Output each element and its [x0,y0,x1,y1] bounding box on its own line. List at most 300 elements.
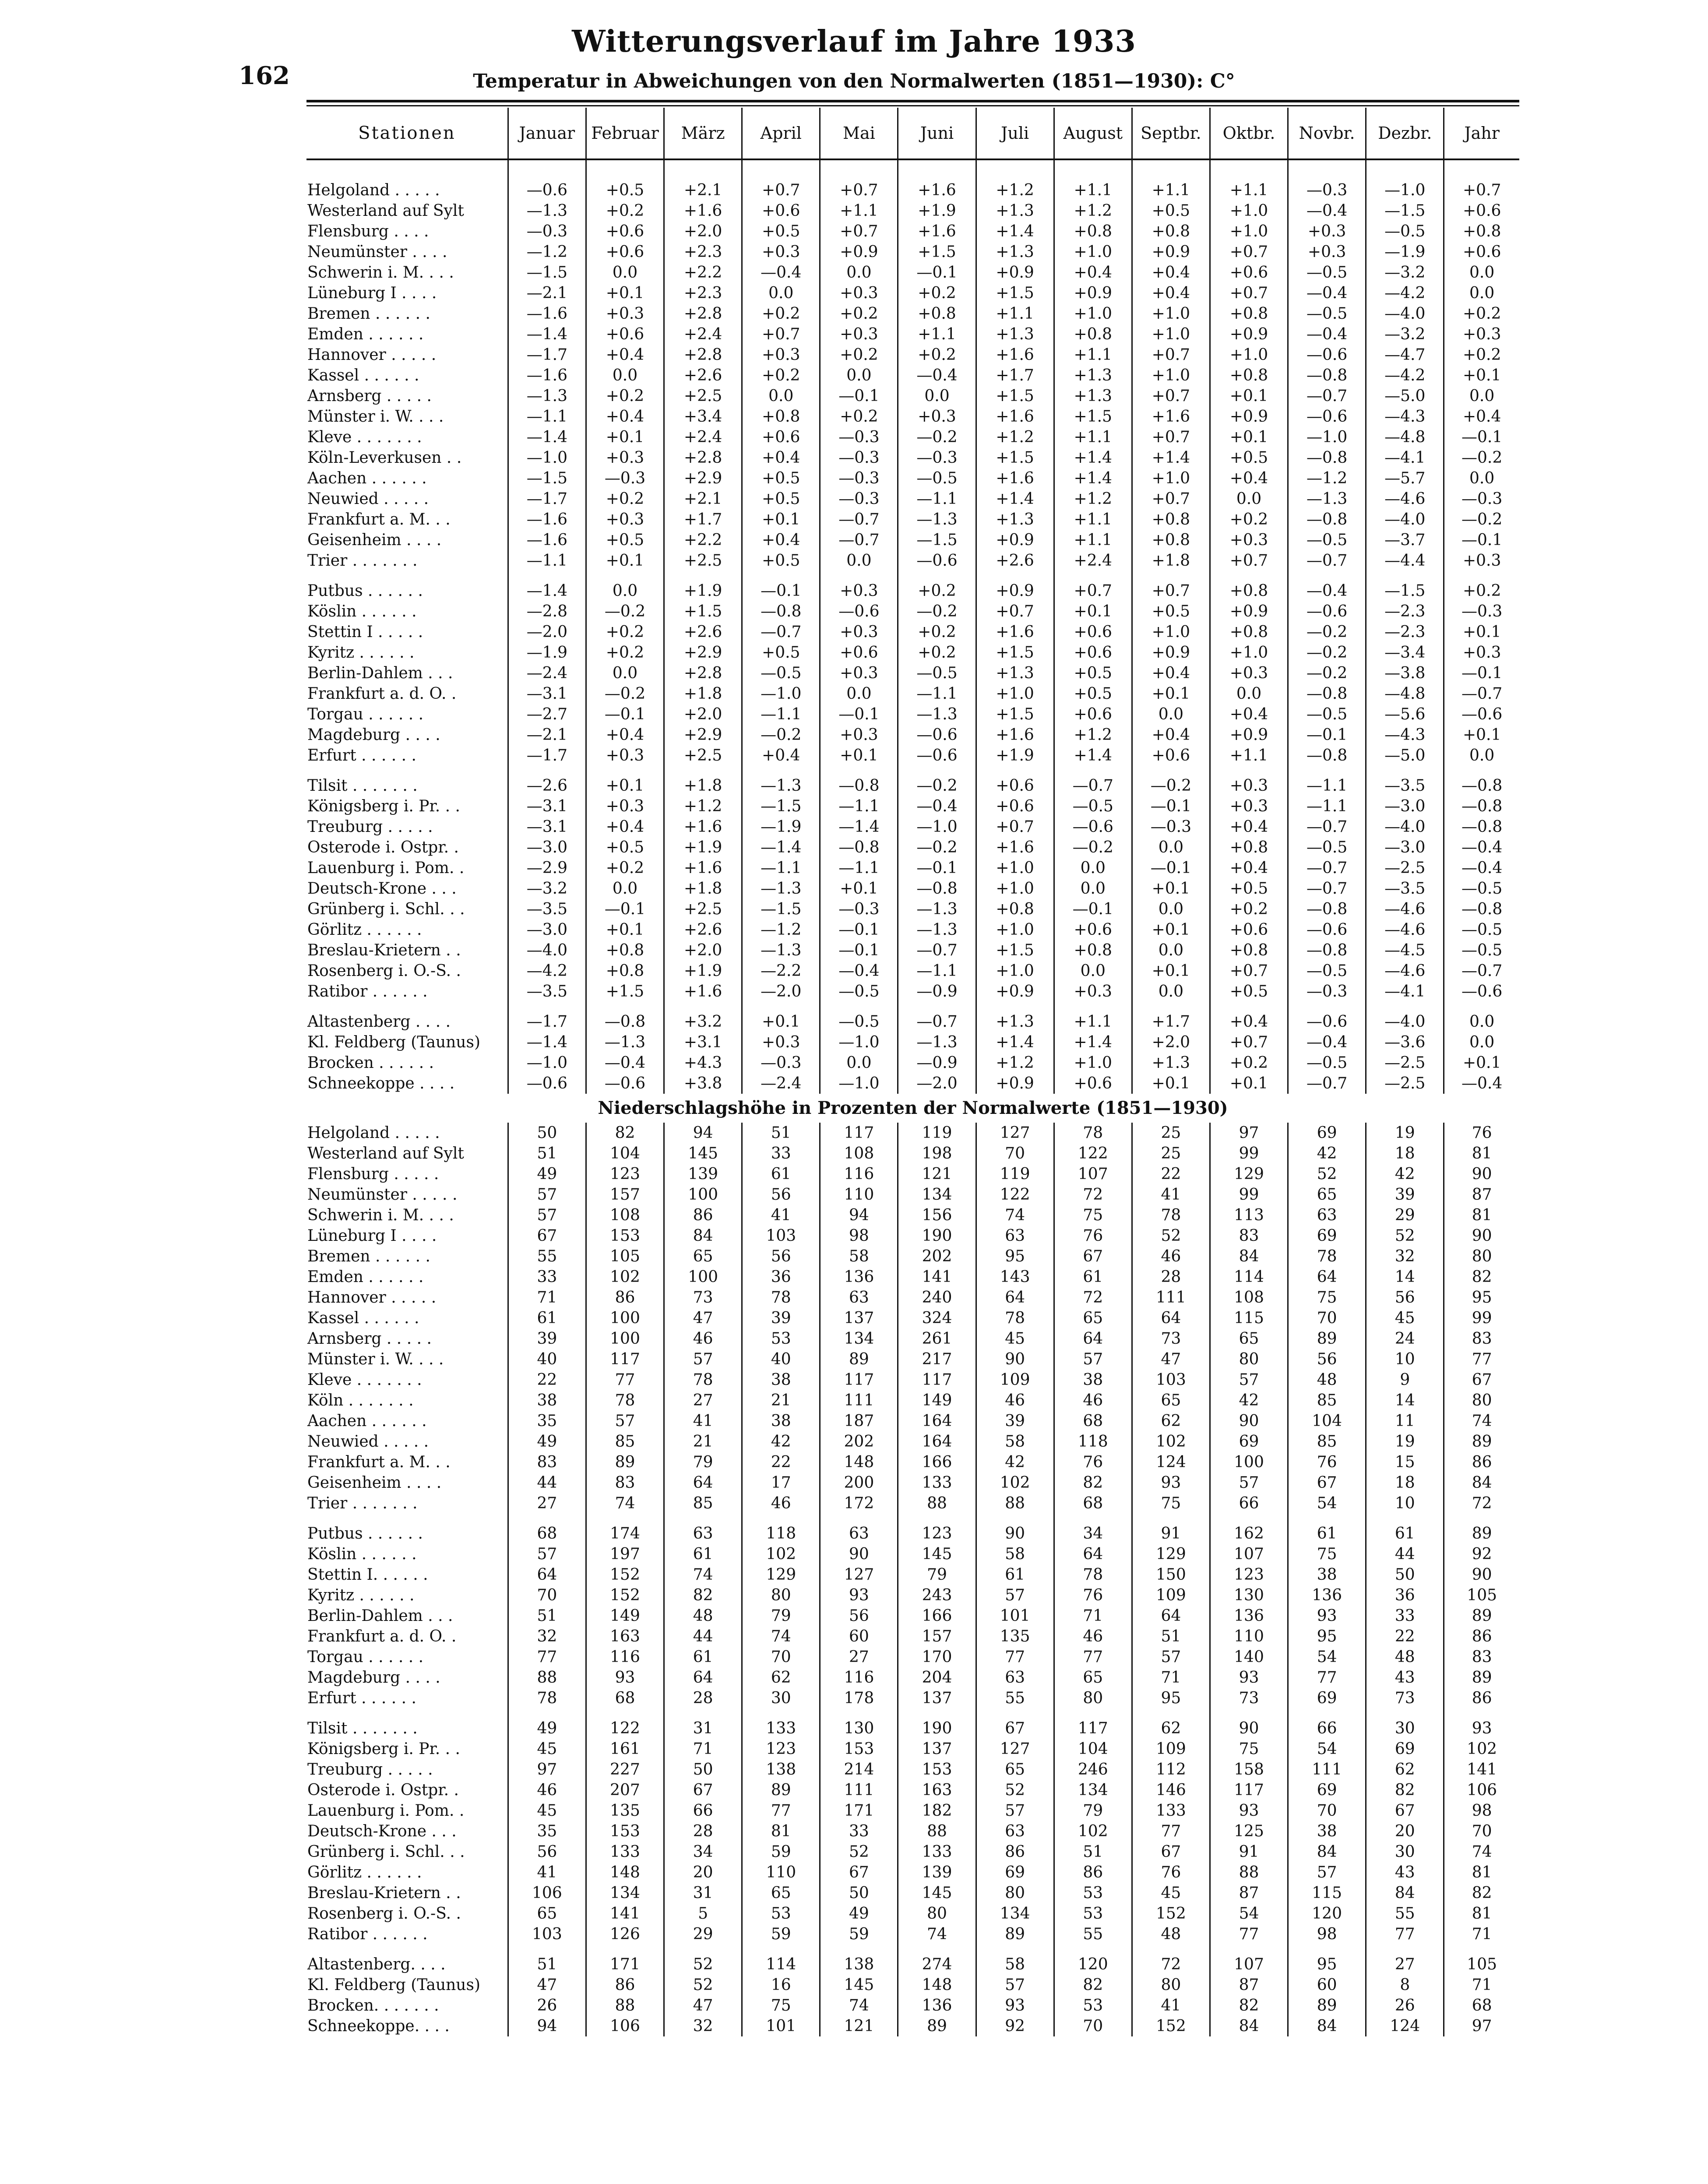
temperature-value: 0.0 [1444,745,1519,766]
temperature-value: +1.5 [1054,406,1132,427]
station-name: Neuwied . . . . . [307,1433,429,1451]
precipitation-value: 66 [1288,1718,1366,1739]
temperature-value: +1.1 [1054,1011,1132,1032]
temperature-value: —0.8 [1288,509,1366,530]
temperature-value: —0.7 [1288,858,1366,878]
temperature-value: —0.2 [898,837,976,858]
precipitation-value: 61 [1054,1267,1132,1287]
precipitation-value: 89 [820,1349,898,1370]
precipitation-value: 162 [1210,1523,1288,1544]
precipitation-value: 38 [1288,1821,1366,1842]
temperature-value: +0.3 [1210,663,1288,683]
precipitation-value: 74 [586,1493,664,1514]
temperature-value: +0.6 [1054,919,1132,940]
station-name: Brocken . . . . . . [307,1054,434,1072]
precipitation-value: 104 [1288,1411,1366,1431]
temperature-value: +0.3 [586,447,664,468]
precipitation-value: 76 [1288,1452,1366,1472]
temperature-value: —0.4 [1288,581,1366,601]
temperature-value: +1.0 [1054,1053,1132,1073]
temperature-value: —0.3 [1288,981,1366,1002]
temperature-value: —4.2 [1366,283,1444,303]
temperature-value: +1.4 [1054,447,1132,468]
temperature-value: +1.0 [1132,622,1210,642]
precipitation-value: 141 [1444,1759,1519,1780]
temperature-value: +2.2 [664,530,742,550]
temperature-value: —0.4 [1444,1073,1519,1094]
temperature-value: —0.7 [1054,775,1132,796]
precipitation-value: 153 [820,1739,898,1759]
station-name: Schneekoppe . . . . [307,1074,455,1092]
column-header-month: Juni [898,108,976,159]
station-name: Emden . . . . . . [307,325,424,343]
precipitation-value: 111 [820,1780,898,1800]
precipitation-value: 64 [1132,1308,1210,1328]
temperature-value: +1.0 [1054,242,1132,262]
temperature-value: +1.9 [976,745,1054,766]
temperature-value: —0.1 [1444,663,1519,683]
precipitation-value: 75 [1288,1287,1366,1308]
precipitation-row [306,1883,1519,1903]
precipitation-value: 10 [1366,1493,1444,1514]
precipitation-value: 31 [664,1718,742,1739]
precipitation-value: 214 [820,1759,898,1780]
temperature-value: —1.7 [508,1011,586,1032]
precipitation-value: 20 [664,1862,742,1883]
temperature-value: +0.1 [1444,622,1519,642]
precipitation-value: 67 [1054,1246,1132,1267]
temperature-value: +1.8 [664,683,742,704]
precipitation-value: 9 [1366,1370,1444,1390]
precipitation-value: 46 [508,1780,586,1800]
temperature-value: —0.1 [898,858,976,878]
station-name: Kyritz . . . . . . [307,1586,415,1604]
temperature-value: —4.1 [1366,447,1444,468]
precipitation-value: 86 [586,1975,664,1995]
temperature-value: —1.1 [1288,796,1366,817]
group-spacer [306,571,1519,581]
temperature-value: +0.5 [1132,201,1210,221]
precipitation-value: 70 [976,1143,1054,1164]
precipitation-value: 57 [1210,1472,1288,1493]
temperature-value: —1.6 [508,530,586,550]
precipitation-value: 68 [586,1688,664,1708]
precipitation-value: 57 [508,1184,586,1205]
precipitation-row [306,1667,1519,1688]
precipitation-value: 14 [1366,1267,1444,1287]
precipitation-value: 38 [508,1390,586,1411]
precipitation-value: 116 [586,1647,664,1667]
temperature-value: +0.5 [1132,601,1210,622]
precipitation-value: 103 [508,1924,586,1944]
precipitation-row [306,1688,1519,1708]
precipitation-value: 59 [742,1924,820,1944]
precipitation-value: 75 [1054,1205,1132,1226]
precipitation-value: 22 [742,1452,820,1472]
temperature-value: +0.8 [586,940,664,961]
precipitation-value: 77 [976,1647,1054,1667]
temperature-value: +0.5 [1054,663,1132,683]
temperature-value: +1.5 [976,283,1054,303]
precipitation-value: 17 [742,1472,820,1493]
precipitation-value: 95 [1288,1626,1366,1647]
temperature-value: +2.3 [664,242,742,262]
temperature-value: +0.5 [742,550,820,571]
temperature-row [306,981,1519,1002]
temperature-value: —0.2 [898,427,976,447]
precipitation-value: 117 [820,1123,898,1143]
precipitation-value: 38 [1054,1370,1132,1390]
precipitation-value: 88 [898,1821,976,1842]
precipitation-value: 102 [1444,1739,1519,1759]
temperature-value: —0.2 [742,725,820,745]
precipitation-value: 145 [898,1544,976,1564]
temperature-value: +0.1 [1054,601,1132,622]
precipitation-value: 58 [976,1431,1054,1452]
temperature-value: +0.6 [1054,1073,1132,1094]
precipitation-value: 49 [508,1431,586,1452]
temperature-value: +1.7 [1132,1011,1210,1032]
precipitation-row [306,1924,1519,1944]
precipitation-value: 51 [1132,1626,1210,1647]
temperature-row [306,509,1519,530]
temperature-value: —0.6 [1288,1011,1366,1032]
temperature-value: +0.3 [586,796,664,817]
precipitation-row [306,1328,1519,1349]
temperature-value: —3.2 [508,878,586,899]
temperature-value: +1.2 [1054,725,1132,745]
temperature-value: —0.4 [1444,858,1519,878]
precipitation-value: 89 [1288,1328,1366,1349]
temperature-row [306,324,1519,345]
precipitation-value: 246 [1054,1759,1132,1780]
temperature-value: —1.1 [898,961,976,981]
precipitation-value: 90 [1210,1411,1288,1431]
precipitation-value: 129 [1132,1544,1210,1564]
precipitation-value: 42 [1210,1390,1288,1411]
precipitation-value: 102 [586,1267,664,1287]
precipitation-value: 95 [1132,1688,1210,1708]
temperature-value: —2.7 [508,704,586,725]
station-name: Helgoland . . . . . [307,1124,440,1142]
temperature-value: +0.1 [586,919,664,940]
temperature-value: +0.8 [1210,622,1288,642]
precipitation-value: 56 [742,1184,820,1205]
temperature-value: —0.3 [586,468,664,489]
precipitation-value: 116 [820,1667,898,1688]
station-name: Kleve . . . . . . . [307,428,422,446]
precipitation-value: 53 [742,1328,820,1349]
temperature-value: —1.3 [742,940,820,961]
precipitation-value: 21 [664,1431,742,1452]
precipitation-value: 178 [820,1688,898,1708]
temperature-value: —2.3 [1366,601,1444,622]
precipitation-value: 85 [664,1493,742,1514]
temperature-value: —0.6 [1054,817,1132,837]
temperature-value: —0.1 [1054,899,1132,919]
precipitation-value: 67 [664,1780,742,1800]
precipitation-value: 51 [508,1606,586,1626]
precipitation-value: 41 [1132,1184,1210,1205]
precipitation-row [306,1954,1519,1975]
precipitation-value: 88 [508,1667,586,1688]
group-spacer [306,159,1519,180]
temperature-value: +0.2 [898,622,976,642]
station-name: Tilsit . . . . . . . [307,1719,418,1737]
precipitation-value: 67 [1288,1472,1366,1493]
precipitation-value: 137 [820,1308,898,1328]
temperature-value: +0.5 [742,489,820,509]
temperature-value: —1.0 [820,1032,898,1053]
temperature-value: +0.6 [586,242,664,262]
temperature-value: —0.5 [1288,1053,1366,1073]
precipitation-value: 66 [664,1800,742,1821]
temperature-row [306,427,1519,447]
precipitation-value: 136 [820,1267,898,1287]
temperature-value: +0.5 [1054,683,1132,704]
temperature-value: +0.6 [1054,704,1132,725]
temperature-value: +3.8 [664,1073,742,1094]
temperature-row [306,961,1519,981]
precipitation-value: 80 [1210,1349,1288,1370]
precipitation-value: 90 [1444,1226,1519,1246]
precipitation-value: 77 [586,1370,664,1390]
precipitation-value: 43 [1366,1862,1444,1883]
temperature-value: —0.5 [1288,704,1366,725]
temperature-value: +0.7 [976,817,1054,837]
temperature-value: +0.1 [1132,683,1210,704]
temperature-value: —0.7 [1288,1073,1366,1094]
precipitation-value: 145 [820,1975,898,1995]
precipitation-value: 32 [1366,1246,1444,1267]
precipitation-value: 28 [664,1821,742,1842]
temperature-value: +0.9 [820,242,898,262]
temperature-value: +2.5 [664,386,742,406]
temperature-value: —2.0 [508,622,586,642]
precipitation-value: 324 [898,1308,976,1328]
temperature-value: —2.5 [1366,858,1444,878]
temperature-value: —0.5 [1366,221,1444,242]
temperature-value: 0.0 [1132,940,1210,961]
group-spacer [306,1514,1519,1523]
precipitation-value: 41 [742,1205,820,1226]
temperature-value: —0.1 [820,704,898,725]
temperature-value: —0.5 [1444,940,1519,961]
precipitation-value: 67 [976,1718,1054,1739]
temperature-value: +0.4 [1054,262,1132,283]
precipitation-value: 47 [508,1975,586,1995]
station-name: Putbus . . . . . . [307,1525,423,1543]
precipitation-value: 86 [664,1205,742,1226]
precipitation-value: 133 [898,1842,976,1862]
temperature-value: —0.7 [1288,386,1366,406]
precipitation-value: 90 [1444,1564,1519,1585]
precipitation-value: 57 [1210,1370,1288,1390]
precipitation-value: 156 [898,1205,976,1226]
temperature-value: +1.3 [976,1011,1054,1032]
temperature-value: +2.8 [664,447,742,468]
temperature-value: +2.2 [664,262,742,283]
precipitation-value: 207 [586,1780,664,1800]
precipitation-value: 140 [1210,1647,1288,1667]
precipitation-value: 80 [976,1883,1054,1903]
temperature-value: +1.2 [664,796,742,817]
precipitation-value: 51 [1054,1842,1132,1862]
temperature-value: +1.7 [976,365,1054,386]
station-name: Torgau . . . . . . [307,705,424,723]
precipitation-value: 70 [1288,1308,1366,1328]
temperature-value: —0.3 [1132,817,1210,837]
temperature-row [306,201,1519,221]
precipitation-value: 64 [508,1564,586,1585]
precipitation-value: 122 [1054,1143,1132,1164]
temperature-value: +1.8 [664,775,742,796]
precipitation-value: 158 [1210,1759,1288,1780]
header-row [306,108,1519,159]
precipitation-value: 65 [508,1903,586,1924]
precipitation-value: 78 [1132,1205,1210,1226]
temperature-value: —1.3 [742,878,820,899]
temperature-value: —1.4 [742,837,820,858]
precipitation-value: 42 [976,1452,1054,1472]
precipitation-value: 70 [508,1585,586,1606]
precipitation-row [306,1800,1519,1821]
precipitation-value: 89 [742,1780,820,1800]
temperature-value: —0.5 [1288,303,1366,324]
precipitation-value: 71 [508,1287,586,1308]
precipitation-value: 68 [508,1523,586,1544]
temperature-value: —4.2 [508,961,586,981]
temperature-value: —0.6 [508,180,586,201]
precipitation-value: 87 [1444,1184,1519,1205]
precipitation-row [306,1390,1519,1411]
precipitation-value: 44 [1366,1544,1444,1564]
temperature-value: —0.1 [586,704,664,725]
precipitation-value: 35 [508,1411,586,1431]
temperature-value: —2.4 [742,1073,820,1094]
precipitation-value: 61 [1288,1523,1366,1544]
temperature-value: —5.6 [1366,704,1444,725]
precipitation-value: 33 [820,1821,898,1842]
precipitation-value: 153 [586,1821,664,1842]
precipitation-value: 127 [820,1564,898,1585]
temperature-value: +0.4 [742,530,820,550]
temperature-value: +0.6 [1054,622,1132,642]
precipitation-value: 78 [586,1390,664,1411]
temperature-value: —2.5 [1366,1053,1444,1073]
precipitation-value: 109 [976,1370,1054,1390]
temperature-value: +0.3 [820,324,898,345]
station-name: Osterode i. Ostpr. . [307,838,459,856]
precipitation-value: 261 [898,1328,976,1349]
temperature-value: +2.5 [664,745,742,766]
precipitation-value: 74 [820,1995,898,2016]
column-header-month: April [742,108,820,159]
temperature-value: —1.1 [508,406,586,427]
temperature-value: +0.1 [1444,1053,1519,1073]
temperature-value: +0.2 [1210,1053,1288,1073]
precipitation-value: 105 [1444,1954,1519,1975]
table-body [306,159,1519,2036]
temperature-value: +0.6 [1210,919,1288,940]
temperature-value: +0.1 [1444,725,1519,745]
temperature-value: —0.3 [508,221,586,242]
temperature-value: +1.1 [898,324,976,345]
station-name: Geisenheim . . . . [307,531,442,549]
temperature-value: +0.2 [1210,509,1288,530]
precipitation-value: 122 [976,1184,1054,1205]
precipitation-row [306,1184,1519,1205]
precipitation-value: 113 [1210,1205,1288,1226]
station-name: Kleve . . . . . . . [307,1371,422,1389]
temperature-value: —0.2 [1444,509,1519,530]
temperature-value: +0.1 [1210,386,1288,406]
precipitation-value: 136 [1210,1606,1288,1626]
precipitation-value: 33 [508,1267,586,1287]
temperature-value: +1.4 [1054,468,1132,489]
precipitation-value: 51 [508,1143,586,1164]
precipitation-value: 45 [508,1800,586,1821]
precipitation-value: 57 [1132,1647,1210,1667]
temperature-value: 0.0 [820,683,898,704]
precipitation-value: 190 [898,1226,976,1246]
precipitation-value: 127 [976,1123,1054,1143]
temperature-value: —0.2 [586,601,664,622]
temperature-value: +0.2 [1210,899,1288,919]
temperature-value: +0.4 [1210,704,1288,725]
station-name: Rosenberg i. O.-S. . [307,962,461,980]
precipitation-value: 70 [1288,1800,1366,1821]
temperature-value: —0.2 [1054,837,1132,858]
temperature-value: +0.8 [1210,365,1288,386]
precipitation-value: 90 [976,1523,1054,1544]
temperature-value: +0.3 [820,622,898,642]
station-name: Helgoland . . . . . [307,181,440,199]
temperature-value: +0.8 [1132,530,1210,550]
precipitation-value: 30 [742,1688,820,1708]
precipitation-value: 57 [976,1800,1054,1821]
temperature-value: —0.3 [820,427,898,447]
precipitation-value: 97 [1210,1123,1288,1143]
temperature-value: +0.8 [1054,221,1132,242]
temperature-value: +1.6 [976,725,1054,745]
temperature-value: +2.5 [664,899,742,919]
temperature-row [306,530,1519,550]
precipitation-value: 53 [742,1903,820,1924]
precipitation-value: 130 [820,1718,898,1739]
temperature-value: +1.2 [1054,201,1132,221]
precipitation-value: 94 [664,1123,742,1143]
precipitation-value: 48 [664,1606,742,1626]
precipitation-value: 80 [1132,1975,1210,1995]
precipitation-value: 49 [820,1903,898,1924]
temperature-row [306,775,1519,796]
station-name: Deutsch-Krone . . . [307,880,457,898]
temperature-value: +1.4 [1054,1032,1132,1053]
temperature-value: +0.2 [1444,303,1519,324]
temperature-value: +0.8 [1444,221,1519,242]
precipitation-value: 59 [820,1924,898,1944]
precipitation-value: 76 [1132,1862,1210,1883]
temperature-row [306,858,1519,878]
temperature-value: +1.3 [976,242,1054,262]
precipitation-value: 171 [586,1954,664,1975]
station-name: Osterode i. Ostpr. . [307,1781,459,1799]
temperature-value: —0.3 [1444,601,1519,622]
precipitation-value: 76 [1054,1226,1132,1246]
precipitation-value: 45 [508,1739,586,1759]
precipitation-value: 15 [1366,1452,1444,1472]
